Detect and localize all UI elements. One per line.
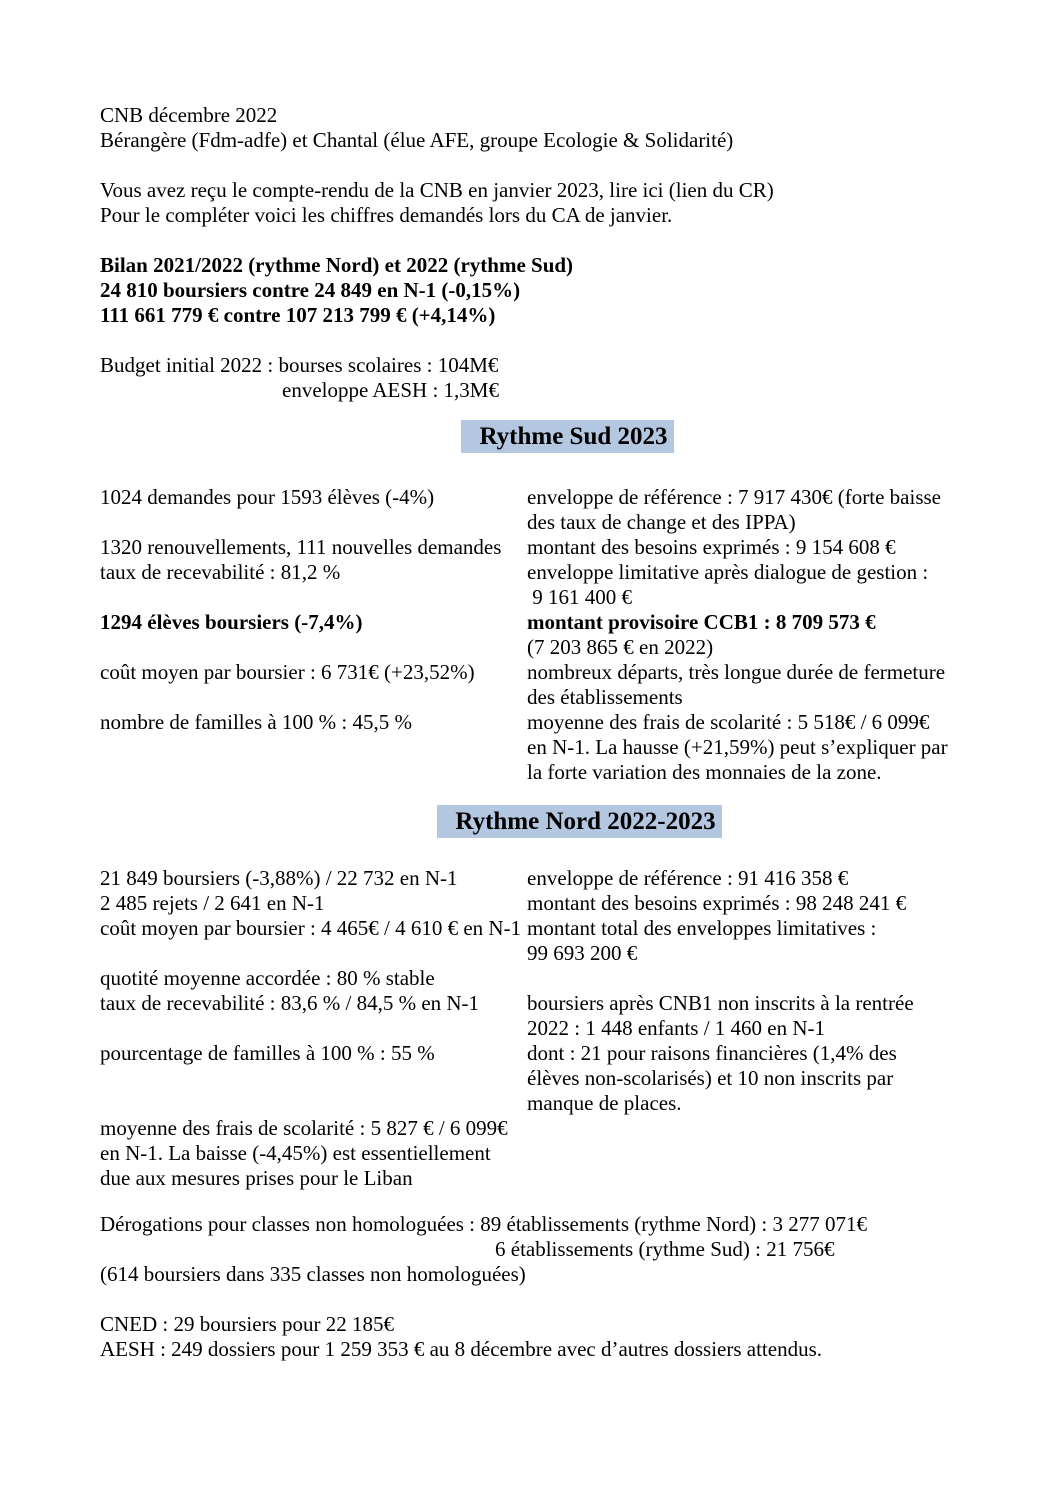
stat-left: due aux mesures prises pour le Liban <box>100 1166 413 1190</box>
stat-left: taux de recevabilité : 83,6 % / 84,5 % en N-1 <box>100 991 480 1015</box>
bilan-title: Bilan 2021/2022 (rythme Nord) et 2022 (rythme Sud) <box>100 253 574 277</box>
nord-heading-row <box>100 805 963 838</box>
aesh-line: AESH : 249 dossiers pour 1 259 353 € au 8 décembre avec d’autres dossiers attendus. <box>100 1337 823 1361</box>
table-row <box>100 660 963 685</box>
stat-right: la forte variation des monnaies de la zone. <box>527 760 882 784</box>
stat-left: 1294 élèves boursiers (-7,4%) <box>100 610 363 634</box>
table-row <box>100 1041 963 1066</box>
bilan-montant: 111 661 779 € contre 107 213 799 € (+4,14%) <box>100 303 496 327</box>
stat-right: enveloppe de référence : 7 917 430€ (forte baisse <box>527 485 941 509</box>
table-row <box>100 560 963 585</box>
stat-left: coût moyen par boursier : 4 465€ / 4 610 € en N-1 <box>100 916 522 940</box>
table-row <box>100 760 963 785</box>
stat-right: élèves non-scolarisés) et 10 non inscrits par <box>527 1066 894 1090</box>
table-row <box>100 685 963 710</box>
stat-right: en N-1. La hausse (+21,59%) peut s’expliquer par <box>527 735 948 759</box>
sud-stats-table <box>100 485 963 785</box>
table-row <box>100 735 963 760</box>
table-row <box>100 991 963 1016</box>
stat-right: 9 161 400 € <box>527 585 632 609</box>
table-row <box>100 1166 963 1191</box>
stat-left: 2 485 rejets / 2 641 en N-1 <box>100 891 325 915</box>
table-row <box>100 585 963 610</box>
spacer <box>100 153 963 178</box>
table-row <box>100 610 963 635</box>
table-row <box>100 941 963 966</box>
footer-section <box>100 1212 963 1362</box>
stat-right: montant total des enveloppes limitatives : <box>527 916 877 940</box>
sud-heading-row <box>100 420 963 453</box>
stat-right: 2022 : 1 448 enfants / 1 460 en N-1 <box>527 1016 826 1040</box>
sud-heading: Rythme Sud 2023 <box>461 420 673 453</box>
budget-line-1: Budget initial 2022 : bourses scolaires : 104M€ <box>100 353 499 377</box>
stat-right: dont : 21 pour raisons financières (1,4% des <box>527 1041 897 1065</box>
table-row <box>100 635 963 660</box>
table-row <box>100 891 963 916</box>
table-row <box>100 1016 963 1041</box>
table-row <box>100 1091 963 1116</box>
stat-right: enveloppe limitative après dialogue de gestion : <box>527 560 929 584</box>
spacer <box>100 1287 963 1312</box>
stat-left: en N-1. La baisse (-4,45%) est essentiellement <box>100 1141 491 1165</box>
bilan-boursiers: 24 810 boursiers contre 24 849 en N-1 (-0,15%) <box>100 278 521 302</box>
stat-left: 21 849 boursiers (-3,88%) / 22 732 en N-1 <box>100 866 458 890</box>
table-row <box>100 966 963 991</box>
derogations-line-3: (614 boursiers dans 335 classes non homologuées) <box>100 1262 526 1286</box>
stat-right: 99 693 200 € <box>527 941 638 965</box>
stat-right: manque de places. <box>527 1091 682 1115</box>
table-row <box>100 535 963 560</box>
nord-heading: Rythme Nord 2022-2023 <box>437 805 721 838</box>
doc-authors-line: Bérangère (Fdm-adfe) et Chantal (élue AFE, groupe Ecologie & Solidarité) <box>100 128 734 152</box>
table-row <box>100 710 963 735</box>
stat-left: nombre de familles à 100 % : 45,5 % <box>100 710 413 734</box>
table-row <box>100 510 963 535</box>
table-row <box>100 916 963 941</box>
intro-line-2: Pour le compléter voici les chiffres demandés lors du CA de janvier. <box>100 203 673 227</box>
doc-title-line: CNB décembre 2022 <box>100 103 278 127</box>
table-row <box>100 1141 963 1166</box>
stat-right: enveloppe de référence : 91 416 358 € <box>527 866 849 890</box>
derogations-line-2: 6 établissements (rythme Sud) : 21 756€ <box>495 1237 835 1261</box>
derogations-line-1: Dérogations pour classes non homologuées : 89 établissements (rythme Nord) : 3 277 071€ <box>100 1212 867 1236</box>
budget-section <box>100 353 963 403</box>
stat-right: montant des besoins exprimés : 98 248 241 € <box>527 891 907 915</box>
stat-left: 1024 demandes pour 1593 élèves (-4%) <box>100 485 435 509</box>
stat-left: coût moyen par boursier : 6 731€ (+23,52%) <box>100 660 475 684</box>
table-row <box>100 866 963 891</box>
stat-right: des taux de change et des IPPA) <box>527 510 796 534</box>
budget-line-2: enveloppe AESH : 1,3M€ <box>282 378 499 402</box>
stat-right: (7 203 865 € en 2022) <box>527 635 714 659</box>
stat-right: montant des besoins exprimés : 9 154 608 € <box>527 535 896 559</box>
stat-left: moyenne des frais de scolarité : 5 827 € / 6 099€ <box>100 1116 508 1140</box>
stat-right: nombreux départs, très longue durée de fermeture <box>527 660 946 684</box>
document-header <box>100 103 963 253</box>
stat-right: moyenne des frais de scolarité : 5 518€ / 6 099€ <box>527 710 930 734</box>
intro-line-1: Vous avez reçu le compte-rendu de la CNB en janvier 2023, lire ici (lien du CR) <box>100 178 774 202</box>
nord-stats-table <box>100 866 963 1191</box>
stat-left: pourcentage de familles à 100 % : 55 % <box>100 1041 435 1065</box>
spacer <box>100 228 963 253</box>
stat-right: montant provisoire CCB1 : 8 709 573 € <box>527 610 876 634</box>
stat-left: taux de recevabilité : 81,2 % <box>100 560 341 584</box>
stat-right: des établissements <box>527 685 683 709</box>
stat-right: boursiers après CNB1 non inscrits à la rentrée <box>527 991 914 1015</box>
stat-left: 1320 renouvellements, 111 nouvelles demandes <box>100 535 502 559</box>
table-row <box>100 485 963 510</box>
bilan-section <box>100 253 963 353</box>
spacer <box>100 328 963 353</box>
table-row <box>100 1066 963 1091</box>
cned-line: CNED : 29 boursiers pour 22 185€ <box>100 1312 394 1336</box>
stat-left: quotité moyenne accordée : 80 % stable <box>100 966 435 990</box>
table-row <box>100 1116 963 1141</box>
